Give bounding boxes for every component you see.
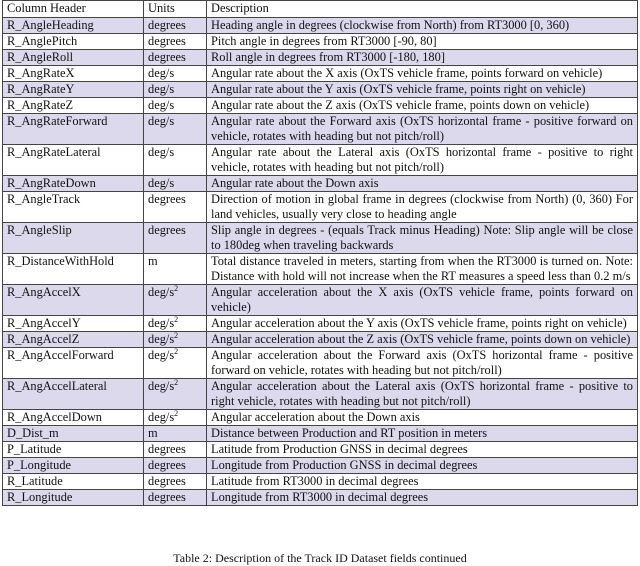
cell-description: Angular rate about the Lateral axis (OxTS horizontal frame - positive to right vehicle, rotates with heading but not pitch/roll)	[207, 145, 638, 176]
table-row	[3, 410, 638, 426]
table-row	[3, 82, 638, 98]
units-text: deg/s	[148, 114, 175, 128]
units-text: deg/s	[148, 379, 175, 393]
cell-column-header: R_DistanceWithHold	[3, 254, 144, 285]
cell-column-header: R_AngAccelX	[3, 285, 144, 316]
cell-units	[144, 316, 207, 332]
cell-column-header: R_AngRateForward	[3, 114, 144, 145]
units-superscript: 2	[174, 377, 179, 387]
units-text: deg/s	[148, 98, 175, 112]
cell-units	[144, 285, 207, 316]
cell-column-header: R_AngleHeading	[3, 18, 144, 34]
cell-units	[144, 176, 207, 192]
units-text: degrees	[148, 192, 186, 206]
units-text: deg/s	[148, 285, 175, 299]
cell-column-header: P_Latitude	[3, 442, 144, 458]
cell-column-header: R_AngAccelY	[3, 316, 144, 332]
units-superscript: 2	[174, 408, 179, 418]
cell-column-header: R_Longitude	[3, 490, 144, 506]
table-row	[3, 332, 638, 348]
cell-units	[144, 18, 207, 34]
table-row	[3, 98, 638, 114]
cell-units	[144, 442, 207, 458]
cell-column-header: R_AngRateLateral	[3, 145, 144, 176]
table-row	[3, 426, 638, 442]
cell-column-header: R_AngAccelZ	[3, 332, 144, 348]
cell-units	[144, 192, 207, 223]
cell-units	[144, 145, 207, 176]
units-text: degrees	[148, 223, 186, 237]
cell-column-header: R_Latitude	[3, 474, 144, 490]
cell-description: Angular acceleration about the Down axis	[207, 410, 638, 426]
cell-column-header: R_AngleRoll	[3, 50, 144, 66]
cell-column-header: R_AngAccelDown	[3, 410, 144, 426]
cell-description: Direction of motion in global frame in degrees (clockwise from North) (0, 360) For land vehicles, usually very close to heading angle	[207, 192, 638, 223]
units-text: degrees	[148, 18, 186, 32]
cell-column-header: R_AngAccelForward	[3, 348, 144, 379]
units-text: deg/s	[148, 66, 175, 80]
cell-description: Pitch angle in degrees from RT3000 [-90, 80]	[207, 34, 638, 50]
units-text: degrees	[148, 458, 186, 472]
cell-units	[144, 410, 207, 426]
table-row	[3, 176, 638, 192]
cell-column-header: R_AngleSlip	[3, 223, 144, 254]
units-text: deg/s	[148, 82, 175, 96]
table-row	[3, 458, 638, 474]
cell-description: Roll angle in degrees from RT3000 [-180, 180]	[207, 50, 638, 66]
table-row	[3, 474, 638, 490]
table-row	[3, 442, 638, 458]
units-text: deg/s	[148, 332, 175, 346]
cell-units	[144, 50, 207, 66]
cell-description: Angular acceleration about the Lateral axis (OxTS horizontal frame - positive to right vehicle, rotates with heading but not pitch/roll)	[207, 379, 638, 410]
units-superscript: 2	[174, 330, 179, 340]
cell-description: Latitude from RT3000 in decimal degrees	[207, 474, 638, 490]
cell-description: Angular acceleration about the Z axis (OxTS vehicle frame, points down on vehicle)	[207, 332, 638, 348]
table-row	[3, 18, 638, 34]
cell-description: Angular rate about the Forward axis (OxTS horizontal frame - positive forward on vehicle, rotates with heading but not pitch/roll)	[207, 114, 638, 145]
table-row	[3, 490, 638, 506]
cell-units	[144, 474, 207, 490]
units-text: degrees	[148, 474, 186, 488]
table-caption: Table 2: Description of the Track ID Dataset fields continued	[173, 551, 467, 565]
table-row	[3, 66, 638, 82]
units-text: deg/s	[148, 316, 175, 330]
cell-description: Total distance traveled in meters, starting from when the RT3000 is turned on. Note: Distance with hold will not increase when the RT measures a speed less than 0.2 m/s	[207, 254, 638, 285]
cell-description: Angular acceleration about the Y axis (OxTS vehicle frame, points right on vehicle)	[207, 316, 638, 332]
cell-description: Angular rate about the Down axis	[207, 176, 638, 192]
units-text: m	[148, 426, 158, 440]
header-row	[3, 1, 638, 18]
cell-column-header: P_Longitude	[3, 458, 144, 474]
cell-column-header: R_AngRateY	[3, 82, 144, 98]
cell-units	[144, 348, 207, 379]
table-body	[3, 18, 638, 506]
cell-description: Angular acceleration about the Forward axis (OxTS horizontal frame - positive forward on vehicle, rotates with heading but not pitch/roll)	[207, 348, 638, 379]
table-row	[3, 192, 638, 223]
table-row	[3, 50, 638, 66]
units-text: deg/s	[148, 145, 175, 159]
units-text: m	[148, 254, 158, 268]
units-superscript: 2	[174, 283, 179, 293]
units-text: degrees	[148, 490, 186, 504]
cell-description: Angular rate about the Z axis (OxTS vehicle frame, points down on vehicle)	[207, 98, 638, 114]
cell-units	[144, 426, 207, 442]
cell-column-header: R_AngRateX	[3, 66, 144, 82]
column-header-name: Column Header	[3, 1, 144, 18]
units-text: degrees	[148, 442, 186, 456]
units-text: deg/s	[148, 348, 175, 362]
cell-description: Heading angle in degrees (clockwise from North) from RT3000 [0, 360)	[207, 18, 638, 34]
cell-column-header: R_AnglePitch	[3, 34, 144, 50]
units-superscript: 2	[174, 314, 179, 324]
cell-description: Angular rate about the Y axis (OxTS vehicle frame, points right on vehicle)	[207, 82, 638, 98]
cell-column-header: R_AngRateDown	[3, 176, 144, 192]
cell-column-header: R_AngleTrack	[3, 192, 144, 223]
cell-description: Latitude from Production GNSS in decimal degrees	[207, 442, 638, 458]
units-text: deg/s	[148, 410, 175, 424]
cell-description: Longitude from RT3000 in decimal degrees	[207, 490, 638, 506]
cell-description: Longitude from Production GNSS in decimal degrees	[207, 458, 638, 474]
cell-column-header: R_AngAccelLateral	[3, 379, 144, 410]
cell-description: Angular acceleration about the X axis (OxTS vehicle frame, points forward on vehicle)	[207, 285, 638, 316]
table-row	[3, 316, 638, 332]
table-row	[3, 223, 638, 254]
cell-description: Angular rate about the X axis (OxTS vehicle frame, points forward on vehicle)	[207, 66, 638, 82]
cell-units	[144, 98, 207, 114]
cell-units	[144, 82, 207, 98]
cell-units	[144, 66, 207, 82]
cell-units	[144, 223, 207, 254]
cell-units	[144, 114, 207, 145]
column-header-units: Units	[144, 1, 207, 18]
cell-units	[144, 490, 207, 506]
table-row	[3, 254, 638, 285]
cell-units	[144, 379, 207, 410]
table-row	[3, 285, 638, 316]
cell-units	[144, 254, 207, 285]
cell-column-header: D_Dist_m	[3, 426, 144, 442]
cell-units	[144, 34, 207, 50]
description-table	[2, 0, 638, 506]
cell-description: Distance between Production and RT position in meters	[207, 426, 638, 442]
units-text: degrees	[148, 50, 186, 64]
cell-description: Slip angle in degrees - (equals Track minus Heading) Note: Slip angle will be close to 180deg when traveling backwards	[207, 223, 638, 254]
units-text: degrees	[148, 34, 186, 48]
table-row	[3, 379, 638, 410]
table-row	[3, 34, 638, 50]
table-row	[3, 114, 638, 145]
cell-units	[144, 458, 207, 474]
column-header-description: Description	[207, 1, 638, 18]
units-text: deg/s	[148, 176, 175, 190]
units-superscript: 2	[174, 346, 179, 356]
table-row	[3, 348, 638, 379]
table-row	[3, 145, 638, 176]
cell-column-header: R_AngRateZ	[3, 98, 144, 114]
cell-units	[144, 332, 207, 348]
